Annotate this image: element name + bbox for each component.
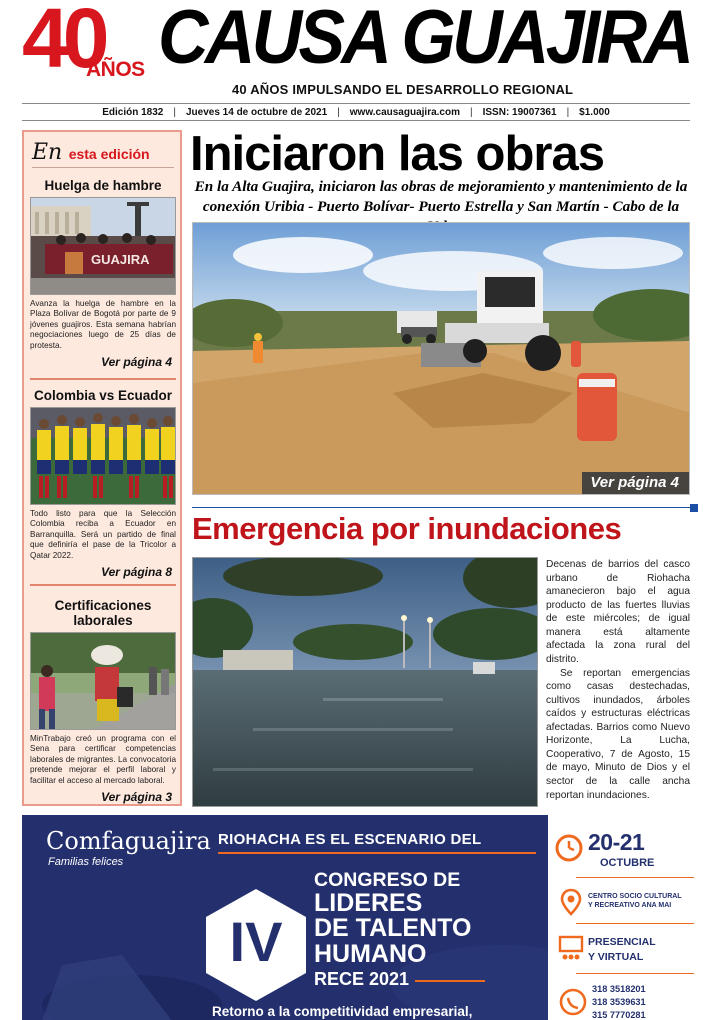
sidebar-item-hunger-strike[interactable]: [30, 178, 176, 369]
comfaguajira-logo: Comfaguajira: [46, 827, 211, 855]
tagline: 40 AÑOS IMPULSANDO EL DESARROLLO REGIONAL: [232, 82, 574, 97]
section-divider: [192, 507, 690, 508]
emergency-paragraph: Decenas de barrios del casco urbano de Riohacha amanecieron bajo el agua producto de las fuertes lluvias de este miércoles; de igual manera está altamente afectada la zona rural del distrito.: [546, 559, 690, 665]
event-venue: [588, 893, 698, 911]
event-mode: [588, 935, 656, 965]
in-this-edition-sidebar: [22, 130, 182, 806]
sidebar-item-summary: Todo listo para que la Selección Colombia reciba a Ecuador en Barranquilla. Será un partido de final que definiría el pase de la Tricolor a Qatar 2022.: [30, 509, 176, 560]
sidebar-item-labor-certifications[interactable]: [30, 598, 176, 804]
sidebar-divider: [30, 584, 176, 586]
event-month: OCTUBRE: [600, 857, 655, 869]
separator: |: [173, 106, 176, 118]
mode-line: Y VIRTUAL: [588, 951, 644, 964]
panel-divider: [576, 973, 694, 974]
ad-headline-underline: [218, 852, 536, 854]
congress-line: CONGRESO DE: [314, 869, 461, 891]
sidebar-item-summary: Avanza la huelga de hambre en la Plaza Bolívar de Bogotá por parte de 9 jóvenes guajiros. Esta semana habrían negociaciones luego de 25 días de protesta.: [30, 299, 176, 350]
congress-line: DE TALENTO: [314, 914, 472, 943]
sidebar-item-summary: MinTrabajo creó un programa con el Sena para certificar competencias laborales de migrantes. La convocatoria pretende mejorar el perfil laboral y facilitar el acceso al mercado laboral.: [30, 734, 176, 785]
event-dates: 20-21: [588, 829, 645, 855]
price: $1.000: [579, 106, 610, 118]
contact-phones: [592, 983, 646, 1020]
sidebar-item-colombia-ecuador[interactable]: [30, 388, 176, 579]
separator: |: [470, 106, 473, 118]
separator: |: [566, 106, 570, 118]
newspaper-title: CAUSA GUAJIRA: [158, 0, 691, 80]
panel-divider: [576, 923, 694, 924]
event-info-panel: [548, 815, 698, 1020]
congress-advertisement[interactable]: [22, 815, 698, 1020]
clock-icon: [554, 833, 584, 863]
whatsapp-icon: [558, 987, 588, 1017]
separator: |: [337, 106, 340, 118]
colombia-team-photo: [30, 407, 176, 505]
location-pin-icon: [556, 887, 586, 917]
congress-line: HUMANO: [314, 939, 427, 968]
edition-number: Edición 1832: [102, 106, 164, 118]
see-page-link[interactable]: Ver página 8: [101, 565, 172, 580]
see-page-link[interactable]: Ver página 3: [101, 790, 172, 805]
see-page-link[interactable]: Ver página 4: [101, 355, 172, 370]
emergency-headline: Emergencia por inundaciones: [192, 511, 622, 546]
protest-banner-text: GUAJIRA: [91, 252, 150, 267]
masthead: [0, 0, 720, 102]
emergency-paragraph: Se reportan emergencias como casas destechadas, cultivos inundados, árboles caídos y estructuras eléctricas afectadas. Barrios como Nuevo Horizonte, La Lucha, Cooperativo, 7 de Agosto, 15 de mayo, Minuto de Dios y el sector de la calle ancha reportan inundaciones.: [546, 667, 690, 801]
sidebar-divider: [30, 378, 176, 380]
mode-line: PRESENCIAL: [588, 936, 656, 948]
presentation-icon: [556, 933, 586, 963]
sidebar-item-title: Huelga de hambre: [44, 178, 162, 193]
comfaguajira-tagline: Familias felices: [48, 856, 124, 868]
issn: ISSN: 19007361: [482, 106, 557, 118]
phone-number[interactable]: 315 7770281: [592, 1010, 646, 1020]
phone-number[interactable]: 318 3518201: [592, 984, 646, 994]
edition-numeral: IV: [229, 910, 283, 973]
see-page-link[interactable]: Ver página 4: [582, 472, 689, 494]
edition-date: Jueves 14 de octubre de 2021: [185, 106, 328, 118]
congress-line: RECE 2021: [314, 969, 410, 990]
emergency-body: [546, 558, 690, 802]
hunger-strike-photo: [30, 197, 176, 295]
panel-divider: [576, 877, 694, 878]
website-link[interactable]: www.causaguajira.com: [349, 106, 460, 118]
anniversary-logo: [22, 2, 154, 86]
congress-line: LIDERES: [314, 888, 423, 917]
lead-headline: Iniciaron las obras: [190, 127, 604, 181]
sidebar-heading: [32, 140, 174, 168]
sidebar-item-title: Colombia vs Ecuador: [33, 388, 173, 403]
phone-number[interactable]: 318 3539631: [592, 997, 646, 1008]
lead-subheadline: En la Alta Guajira, iniciaron las obras de mejoramiento y mantenimiento de la conexión Uribia - Puerto Bolívar- Puerto Estrella y San Martín - Cabo de la: [194, 178, 688, 215]
sidebar-heading-en: En: [32, 140, 63, 165]
congress-title: [314, 871, 554, 989]
anniversary-number: 40: [22, 0, 104, 85]
sidebar-item-title: Certificaciones laborales: [54, 598, 152, 628]
edition-bar: [22, 103, 690, 121]
venue-line: CENTRO SOCIO CULTURAL: [588, 893, 682, 900]
venue-line: Y RECREATIVO ANA MAI: [588, 901, 672, 909]
ad-slogan: Retorno a la competitividad empresarial,: [212, 1004, 473, 1019]
orange-rule: [415, 980, 485, 982]
sidebar-heading-label: esta edición: [68, 146, 150, 162]
flooded-street-photo: [192, 557, 538, 807]
migrants-walking-photo: [30, 632, 176, 730]
ad-headline: RIOHACHA ES EL ESCENARIO DEL: [218, 831, 482, 848]
anniversary-word: AÑOS: [86, 58, 145, 81]
road-works-photo: [192, 222, 690, 495]
